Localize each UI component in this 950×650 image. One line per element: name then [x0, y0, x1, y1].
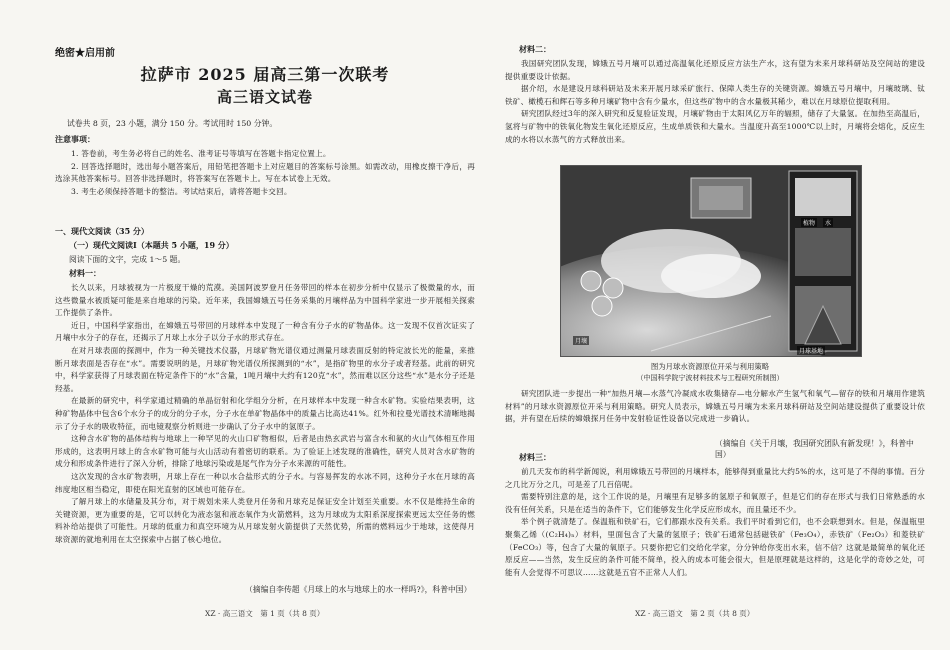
figure-credit: （中国科学院宁波材料技术与工程研究所制图） [636, 374, 784, 382]
material2-source: （摘编自《关于月壤，我国研究团队有新发现！》，科普中国） [715, 439, 914, 459]
paragraph: 研究团队经过3年的深入研究和反复验证发现，月壤矿物由于太阳风亿万年的辐照，储存了大量氢。在加热至高温后，氢将与矿物中的铁氧化物发生氧化还原反应，生成单质铁和大量水。当温度升高至1000℃以上时，月壤将会熔化，反应生成的水将以水蒸气的方式释放出来。 [505, 109, 925, 144]
figure-label-plants: 植物 [803, 220, 816, 227]
material1-source: （摘编自李传超《月球上的水与地球上的水一样吗?》，科普中国） [245, 585, 472, 594]
page-1 [55, 0, 475, 650]
exam-title: 拉萨市 2025 届高三第一次联考 [140, 65, 390, 84]
figure-label-tank: 水 [825, 220, 832, 227]
paragraph: 近日，中国科学家指出，在嫦娥五号带回的月球样本中发现了一种含有分子水的矿物晶体。这一发现不仅首次证实了月壤中水分子的存在，还揭示了月球上水分子以分子水的形式存在。 [55, 320, 475, 343]
figure-illustration [561, 166, 861, 356]
paragraph: 了解月球上的水储量及其分布，对于规划未来人类登月任务和月球充足保证安全计划至关重要。水不仅是维持生命的关键资源，更为重要的是，它可以转化为液态氢和液态氧作为火箭燃料，这为月球成为太阳系深度探索更远太空任务的燃料补给站提供了可能性。月球的低重力和真空环境为从月球发射火箭提供了天然优势，所需的燃料远少于地球，这使得月球资源的就地利用在太空探索中占据了核心地位。 [55, 497, 475, 544]
paragraph: 研究团队进一步提出一种“加热月壤—水蒸气冷凝成水收集储存—电分解水产生氢气和氧气—留存的铁和月壤用作建筑材料”的月球水资源原位开采与利用策略。研究人员表示，嫦娥五号月壤为未来月球科研站及空间站建设提供了重要设计依据，并有望在后续的嫦娥探月任务中发射验证性设备以完成进一步确认。 [505, 389, 925, 424]
figure-label-base: 月球基地 [799, 348, 824, 355]
material1-heading: 材料一： [69, 268, 101, 278]
section-heading: 一、现代文阅读（35 分） [55, 226, 149, 236]
read-instruction: 阅读下面的文字，完成 1～5 题。 [69, 255, 186, 264]
material2-heading: 材料二： [519, 44, 551, 54]
figure-label-lander: 月壤 [575, 338, 588, 345]
paragraph: 举个例子就清楚了。保温瓶和铁矿石，它们都跟水没有关系。我们平时看到它们，也不会联想到水。但是，保温瓶里聚集乙烯（(C₂H₄)ₙ）材料，里面包含了大量的氢原子；铁矿石通常包括磁铁矿（Fe₃O₄），赤铁矿（Fe₂O₃）和菱铁矿（FeCO₃）等，包含了大量的氧原子。只要你把它们交给化学家，分分钟给你变出水来，信不信？这就是最简单的氧化还原反应——当然，发生反应的条件可能不简单，投入的成本可能会很大，但是原理就是这样的，这是化学的奇妙之处，可能有人会觉得不可思议……这就是五官不正常人人们。 [505, 517, 925, 577]
paragraph: 长久以来，月球被视为一片极度干燥的荒漠。美国阿波罗登月任务带回的样本在初步分析中仅显示了极微量的水，而这些微量水被质疑可能是来自地球的污染。近年来，我国嫦娥五号任务采集的月壤样品为中国科学家进一步开展相关探索工作提供了条件。 [55, 283, 475, 318]
notice-item: 3. 考生必须保持答题卡的整洁。考试结束后，请将答题卡交回。 [71, 186, 292, 196]
page-footer: XZ · 高三语文 第 2 页（共 8 页） [635, 609, 755, 618]
secret-tag: 绝密★启用前 [55, 48, 115, 59]
exam-meta: 试卷共 8 页，23 小题，满分 150 分。考试用时 150 分钟。 [67, 119, 278, 128]
paragraph: 在最新的研究中，科学家通过精确的单晶衍射和化学组分分析，在月球样本中发现一种含水矿物。实验结果表明，这种矿物晶体中包含6个水分子的成分的分子水，分子水在单矿物晶体中的质量占比高达41%。红外和拉曼光谱技术清晰地揭示了分子水的吸收特征，而电镜观察分析则进一步确认了分子水中的氢原子。 [55, 396, 475, 431]
material3-heading: 材料三： [519, 452, 551, 462]
notice-list [55, 148, 475, 198]
notice-heading: 注意事项： [55, 134, 95, 144]
material3-body [505, 466, 925, 579]
lunar-water-figure [560, 165, 862, 357]
material1-body [55, 282, 475, 546]
paragraph: 这次发现的含水矿物表明，月球上存在一种以水合盐形式的分子水。与容易挥发的水冰不同，这种分子水在月球的高纬度地区相当稳定，即使在阳光直射的区域也可能存在。 [55, 471, 475, 494]
figure-caption: 图为月球水资源原位开采与利用策略 [650, 362, 770, 371]
paragraph: 我国研究团队发现，嫦娥五号月壤可以通过高温氧化还原反应方法生产水，这有望为未来月球科研站及空间站的建设提供重要设计依据。 [505, 59, 925, 81]
page-2 [505, 0, 925, 650]
notice-item: 2. 回答选择题时，选出每小题答案后，用铅笔把答题卡上对应题目的答案标号涂黑。如需改动，用橡皮擦干净后，再选涂其他答案标号。回答非选择题时，将答案写在答题卡上。写在本试卷上无效。 [55, 161, 475, 184]
paragraph: 需要特别注意的是，这个工作说的是，月壤里有足够多的氢原子和氧原子，但是它们的存在形式与我们日常熟悉的水没有任何关系，只是在适当的条件下，它们能够发生化学反应形成水，而且量还不少。 [505, 492, 925, 514]
paragraph: 在对月球表面的探测中，作为一种关键技术仪器，月球矿物光谱仪通过测量月球表面反射的特定波长光的能量，来推断月球表面是否存在“水”。需要说明的是，月球矿物光谱仪所探测到的“水”，是指矿物里的水分子或者羟基。此前的研究中，科学家获得了月球表面在特定条件下的“水”含量，1吨月壤中大约有120克“水”，然而难以区分这些“水”是水分子还是羟基。 [55, 345, 475, 393]
material2-continued [505, 388, 925, 426]
paragraph: 这种含水矿物的晶体结构与地球上一种罕见的火山口矿物相似，后者是由热玄武岩与富含水和氨的火山气体相互作用形成的，这表明月球上的含水矿物可能与火山活动有着密切的联系。为了验证上述发现的准确性，研究人员对含水矿物的成分和形成条件进行了深入分析，排除了地球污染或是尾气作为分子水来源的可能性。 [55, 434, 475, 469]
page-footer: XZ · 高三语文 第 1 页（共 8 页） [205, 609, 325, 618]
subsection-heading: （一）现代文阅读Ⅰ（本题共 5 小题，19 分） [69, 240, 234, 250]
material2-body [505, 58, 925, 146]
paragraph: 前几天发布的科学新闻说，利用嫦娥五号带回的月壤样本，能够得到重量比大约5%的水，这可是了不得的事情。百分之几比万分之几，可是差了几百倍呢。 [505, 467, 925, 489]
notice-item: 1. 答卷前，考生务必将自己的姓名、准考证号等填写在答题卡指定位置上。 [71, 149, 331, 158]
paragraph: 据介绍，水是建设月球科研站及未来开展月球采矿旅行、保障人类生存的关键资源。嫦娥五号月壤中，月壤玻璃、钛铁矿、橄榄石和辉石等多种月壤矿物中含有少量水，但这些矿物中的含水量极其稀少，难以在月球原位提取利用。 [505, 84, 925, 106]
subject-title: 高三语文试卷 [216, 88, 313, 106]
